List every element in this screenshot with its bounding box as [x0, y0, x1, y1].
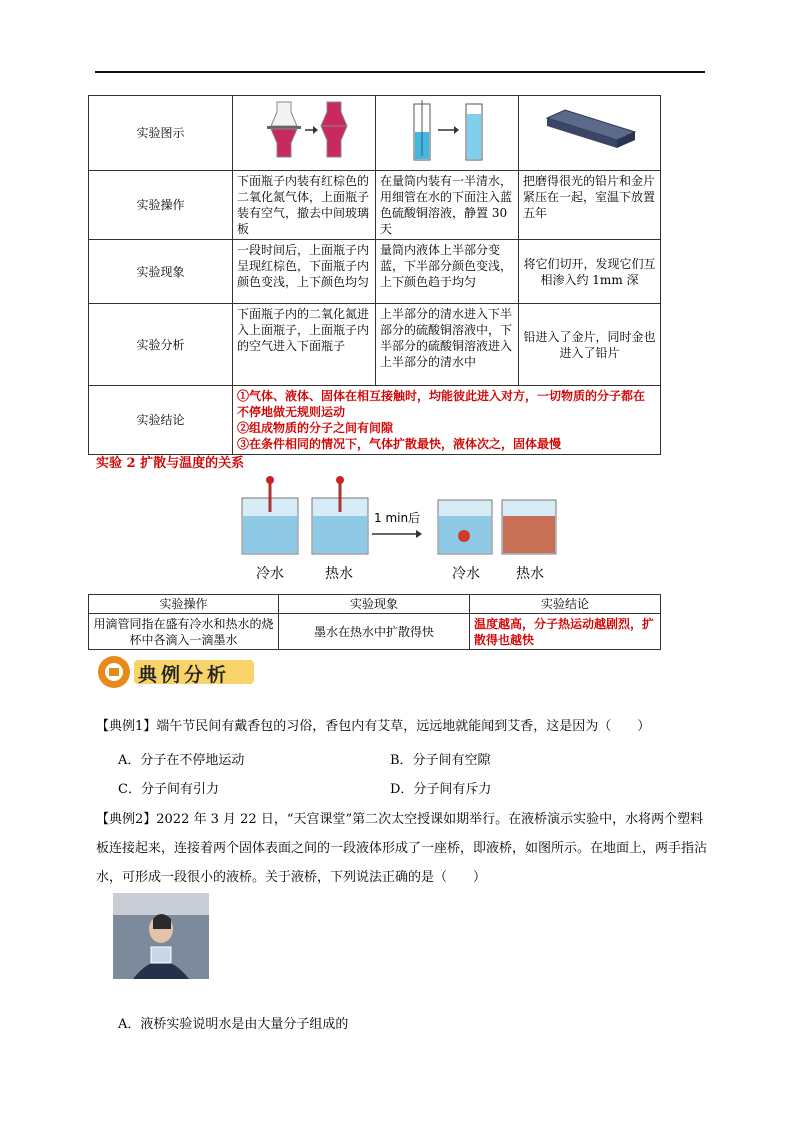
table-row: [89, 386, 661, 455]
graduated-cylinder-figure: [376, 96, 519, 171]
table-cell: 把磨得很光的铅片和金片紧压在一起，室温下放置五年: [519, 171, 661, 240]
row-label: 实验操作: [89, 171, 233, 240]
table-header: 实验操作: [89, 595, 279, 614]
question-1-stem: 【典例1】端午节民间有戴香包的习俗，香包内有艾草，远远地就能闻到艾香，这是因为（ ）: [96, 719, 651, 734]
section-title: 实验 2 扩散与温度的关系: [96, 456, 245, 471]
option-b: B．分子间有空隙: [390, 753, 491, 768]
table-cell: 铅进入了金片，同时金也进入了铅片: [519, 304, 661, 386]
table-row: [89, 96, 661, 171]
table-cell: 温度越高，分子热运动越剧烈，扩散得也越快: [470, 614, 661, 650]
table-header: 实验现象: [279, 595, 470, 614]
table-cell: 将它们切开，发现它们互相渗入约 1mm 深: [519, 240, 661, 304]
option-d: D．分子间有斥力: [390, 782, 492, 797]
row-label: 实验结论: [89, 386, 233, 455]
experiment1-table: [88, 95, 661, 455]
option-c: C．分子间有引力: [118, 782, 219, 797]
header-rule: [95, 71, 705, 73]
table-row: [89, 171, 661, 240]
table-row: [89, 240, 661, 304]
conclusion-cell: [233, 386, 661, 455]
conclusion-line: ①气体、液体、固体在相互接触时，均能彼此进入对方，一切物质的分子都在不停地做无规则运动: [237, 389, 646, 419]
row-label: 实验现象: [89, 240, 233, 304]
option-a: A．分子在不停地运动: [118, 753, 245, 768]
gas-bottles-figure: [233, 96, 376, 171]
section-badge: [96, 654, 256, 694]
table-row: [89, 304, 661, 386]
conclusion-line: ②组成物质的分子之间有间隙: [237, 421, 394, 435]
experiment2-table: [88, 594, 661, 650]
liquid-bridge-photo: [113, 893, 209, 979]
arrow-label: 1 min后: [374, 511, 421, 525]
question-2-stem: 【典例2】2022 年 3 月 22 日，“天宫课堂”第二次太空授课如期举行。在液桥演示实验中，水将两个塑料板连接起来，连接着两个固体表面之间的一段液体形成了一座桥，即液桥，如图所示。在地面上，两手指沾水，可形成一段很小的液桥。关于液桥，下列说法正确的是（ ）: [96, 812, 708, 885]
beaker-caption: 热水: [325, 566, 353, 582]
beaker-caption: 冷水: [452, 566, 480, 582]
row-label: 实验图示: [89, 96, 233, 171]
table-cell: 下面瓶子内装有红棕色的二氧化氮气体，上面瓶子装有空气，撤去中间玻璃板: [233, 171, 376, 240]
question-2-option-a: A．液桥实验说明水是由大量分子组成的: [118, 1017, 349, 1032]
conclusion-line: ③在条件相同的情况下，气体扩散最快，液体次之，固体最慢: [237, 437, 562, 451]
beaker-caption: 热水: [516, 566, 544, 582]
badge-title: 典例分析: [138, 664, 231, 686]
table-header: 实验结论: [470, 595, 661, 614]
table-cell: 用滴管同指在盛有冷水和热水的烧杯中各滴入一滴墨水: [89, 614, 279, 650]
row-label: 实验分析: [89, 304, 233, 386]
table-cell: 下面瓶子内的二氧化氮进入上面瓶子，上面瓶子内的空气进入下面瓶子: [233, 304, 376, 386]
table-cell: 量筒内液体上半部分变蓝，下半部分颜色变浅，上下颜色趋于均匀: [376, 240, 519, 304]
lead-gold-plates-figure: [519, 96, 661, 171]
table-cell: 上半部分的清水进入下半部分的硫酸铜溶液中，下半部分的硫酸铜溶液进入上半部分的清水中: [376, 304, 519, 386]
table-cell: 在量筒内装有一半清水，用细管在水的下面注入蓝色硫酸铜溶液，静置 30 天: [376, 171, 519, 240]
table-row: [89, 614, 661, 650]
table-cell: 墨水在热水中扩散得快: [279, 614, 470, 650]
table-header-row: [89, 595, 661, 614]
beaker-caption: 冷水: [256, 566, 284, 582]
table-cell: 一段时间后，上面瓶子内呈现红棕色，下面瓶子内颜色变浅，上下颜色均匀: [233, 240, 376, 304]
